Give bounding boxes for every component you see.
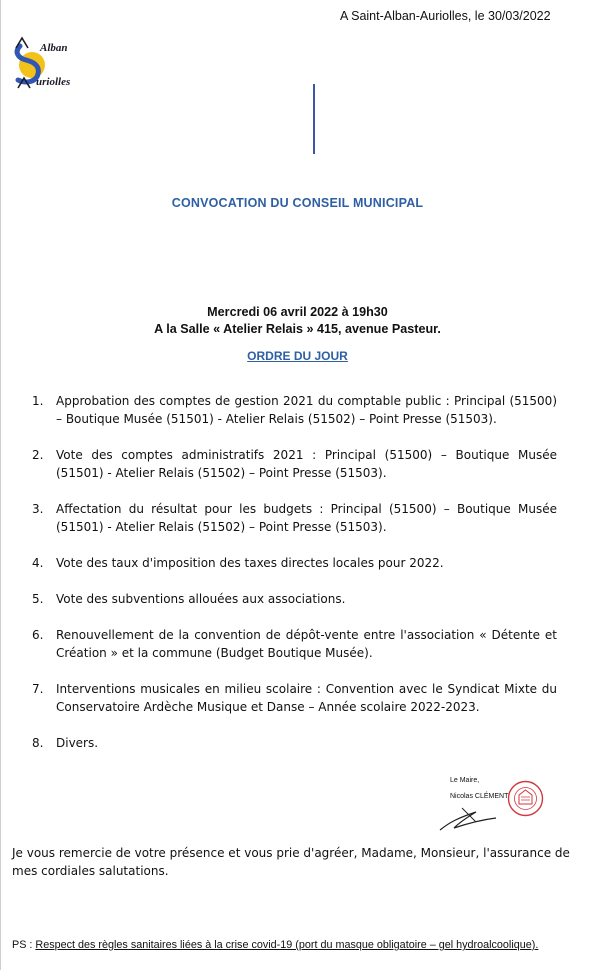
closing-text: Je vous remercie de votre présence et vous prie d'agréer, Madame, Monsieur, l'assurance de mes cordiales salutations.	[12, 846, 570, 878]
agenda-item-text: Affectation du résultat pour les budgets : Principal (51500) – Boutique Musée (51501) - Atelier Relais (51502) – Point Presse (51503).	[56, 502, 557, 534]
agenda-list	[32, 392, 557, 770]
agenda-item-number: 2.	[32, 448, 44, 462]
agenda-item-text: Divers.	[56, 736, 99, 750]
agenda-item-number: 5.	[32, 592, 44, 606]
agenda-item-number: 1.	[32, 394, 44, 408]
logo-text-top: Alban	[40, 42, 68, 54]
logo-text-bottom: uriolles	[36, 76, 71, 88]
agenda-item	[32, 680, 557, 716]
ps-label: PS :	[12, 939, 33, 951]
mayor-signature-block	[430, 770, 560, 830]
ps-text: Respect des règles sanitaires liées à la crise covid-19 (port du masque obligatoire – gel hydroalcoolique).	[35, 939, 539, 951]
date-line: A Saint-Alban-Auriolles, le 30/03/2022	[340, 9, 551, 23]
official-stamp-icon	[507, 780, 544, 817]
agenda-item	[32, 392, 557, 428]
meeting-details	[0, 304, 595, 338]
agenda-item-number: 4.	[32, 556, 44, 570]
signature-role: Le Maire,	[450, 777, 480, 784]
agenda-item	[32, 590, 557, 608]
page-edge	[0, 0, 1, 970]
vertical-rule	[313, 84, 315, 154]
meeting-date-time: Mercredi 06 avril 2022 à 19h30	[207, 305, 388, 319]
agenda-item-number: 3.	[32, 502, 44, 516]
agenda-item-text: Interventions musicales en milieu scolaire : Convention avec le Syndicat Mixte du Conservatoire Ardèche Musique et Danse – Année scolaire 2022-2023.	[56, 682, 557, 714]
meeting-location: A la Salle « Atelier Relais » 415, avenue Pasteur.	[154, 322, 441, 336]
agenda-item-text: Approbation des comptes de gestion 2021 du comptable public : Principal (51500) – Boutique Musée (51501) - Atelier Relais (51502) – Point Presse (51503).	[56, 394, 557, 426]
agenda-item	[32, 446, 557, 482]
agenda-item	[32, 626, 557, 662]
handwritten-signature-icon	[436, 796, 511, 836]
agenda-item-number: 6.	[32, 628, 44, 642]
document-title: CONVOCATION DU CONSEIL MUNICIPAL	[171, 196, 424, 210]
agenda-item-number: 8.	[32, 736, 44, 750]
agenda-item-text: Vote des subventions allouées aux associations.	[56, 592, 346, 606]
agenda-item	[32, 554, 557, 572]
agenda-item-text: Vote des comptes administratifs 2021 : Principal (51500) – Boutique Musée (51501) - Atelier Relais (51502) – Point Presse (51503).	[56, 448, 557, 480]
commune-logo	[12, 36, 102, 94]
postscript	[12, 939, 582, 951]
agenda-title: ORDRE DU JOUR	[247, 349, 348, 363]
agenda-item	[32, 500, 557, 536]
agenda-item-text: Renouvellement de la convention de dépôt-vente entre l'association « Détente et Création » et la commune (Budget Boutique Musée).	[56, 628, 557, 660]
agenda-item-number: 7.	[32, 682, 44, 696]
signature-name: Nicolas CLÉMENT	[450, 793, 509, 800]
agenda-item-text: Vote des taux d'imposition des taxes directes locales pour 2022.	[56, 556, 444, 570]
agenda-item	[32, 734, 557, 752]
